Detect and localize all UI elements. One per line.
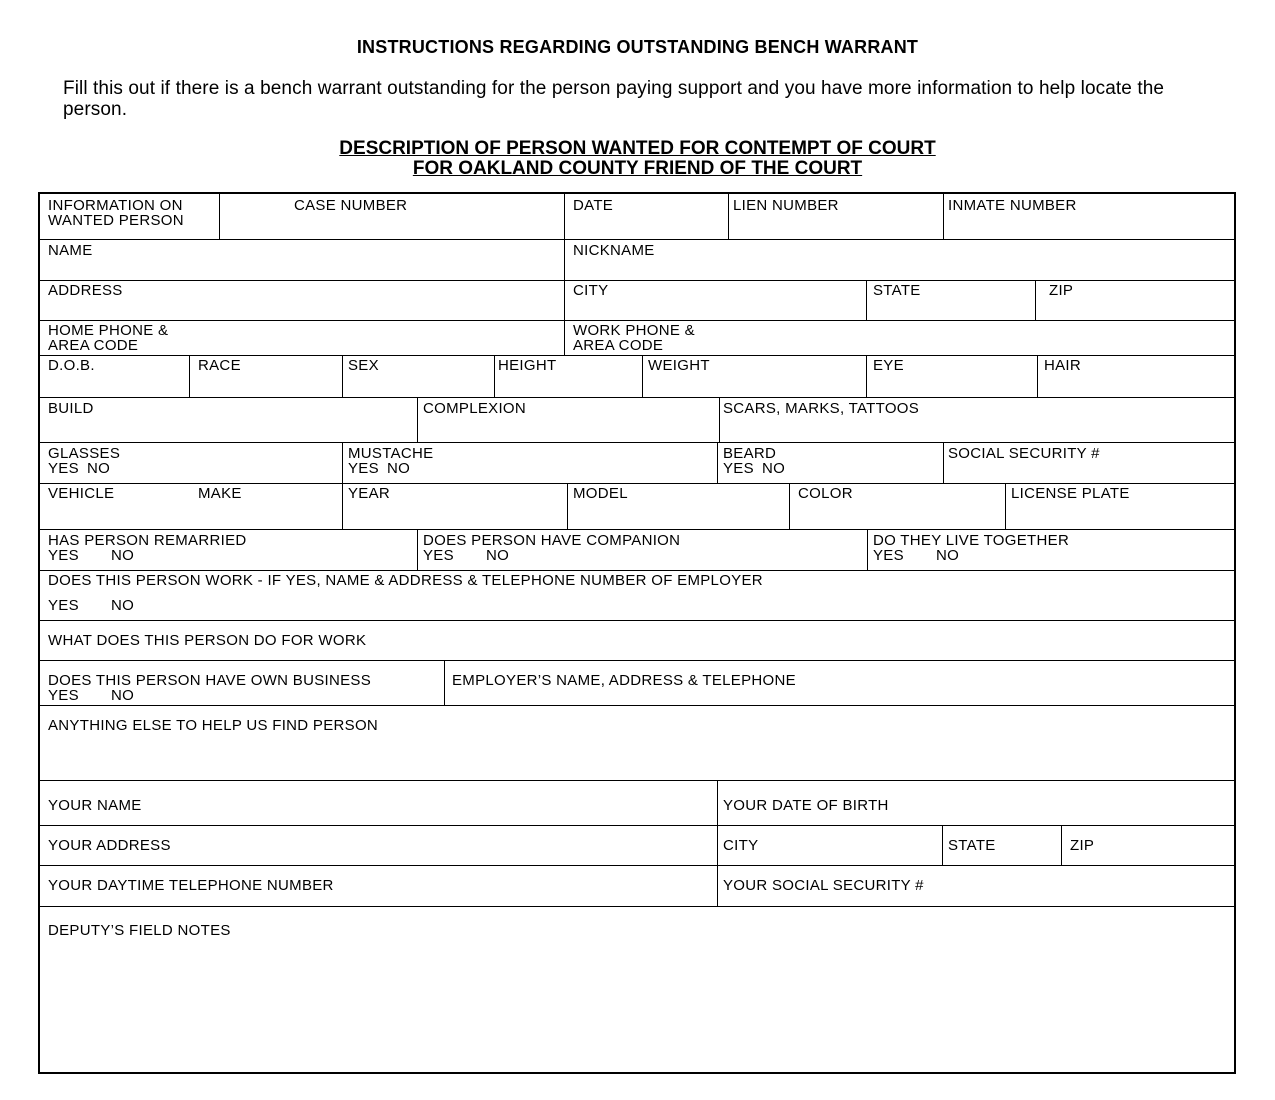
- work-yes-no[interactable]: [40, 598, 134, 613]
- complexion-field[interactable]: COMPLEXION: [423, 400, 527, 417]
- section-heading-line2: FOR OAKLAND COUNTY FRIEND OF THE COURT: [412, 158, 863, 179]
- glasses-field[interactable]: GLASSES YES NO: [48, 445, 121, 477]
- your-phone-field[interactable]: YOUR DAYTIME TELEPHONE NUMBER: [48, 877, 334, 894]
- anything-else-field[interactable]: ANYTHING ELSE TO HELP US FIND PERSON: [48, 717, 379, 734]
- build-field[interactable]: BUILD: [48, 400, 94, 417]
- nickname-field[interactable]: NICKNAME: [573, 242, 655, 259]
- mustache-field[interactable]: MUSTACHE YES NO: [348, 445, 434, 477]
- form-title: INSTRUCTIONS REGARDING OUTSTANDING BENCH WARRANT: [356, 37, 919, 57]
- dob-field[interactable]: D.O.B.: [48, 357, 95, 374]
- date-field[interactable]: DATE: [573, 197, 614, 214]
- lien-number-field[interactable]: LIEN NUMBER: [733, 197, 839, 214]
- work-employer-field[interactable]: DOES THIS PERSON WORK - IF YES, NAME & ADDRESS & TELEPHONE NUMBER OF EMPLOYER: [48, 572, 763, 589]
- city-field[interactable]: CITY: [573, 282, 609, 299]
- yes-option[interactable]: YES: [348, 460, 379, 477]
- row-divider: [40, 660, 1236, 661]
- your-zip-field[interactable]: ZIP: [1070, 837, 1095, 854]
- no-option[interactable]: NO: [87, 460, 111, 477]
- beard-field[interactable]: BEARD YES NO: [723, 445, 786, 477]
- case-number-field[interactable]: CASE NUMBER: [294, 197, 408, 214]
- row-divider: [40, 705, 1236, 706]
- row-divider: [40, 780, 1236, 781]
- eye-field[interactable]: EYE: [873, 357, 904, 374]
- address-field[interactable]: ADDRESS: [48, 282, 123, 299]
- warrant-form: [38, 192, 1236, 1074]
- hair-field[interactable]: HAIR: [1044, 357, 1082, 374]
- color-field[interactable]: COLOR: [798, 485, 853, 502]
- license-plate-field[interactable]: LICENSE PLATE: [1011, 485, 1130, 502]
- remarried-field[interactable]: HAS PERSON REMARRIED YES NO: [48, 532, 247, 564]
- row-divider: [40, 825, 1236, 826]
- height-field[interactable]: HEIGHT: [498, 357, 557, 374]
- deputy-notes-field[interactable]: DEPUTY’S FIELD NOTES: [48, 922, 231, 939]
- col-divider: [1035, 280, 1036, 320]
- home-phone-field[interactable]: HOME PHONE & AREA CODE: [48, 322, 169, 354]
- info-wanted-label: INFORMATION ON WANTED PERSON: [48, 197, 184, 229]
- vehicle-label: VEHICLE: [48, 485, 115, 502]
- row-divider: [40, 239, 1236, 240]
- yes-option[interactable]: YES: [48, 687, 79, 704]
- col-divider: [219, 194, 220, 239]
- row-divider: [40, 397, 1236, 398]
- live-together-field[interactable]: DO THEY LIVE TOGETHER YES NO: [873, 532, 1070, 564]
- sex-field[interactable]: SEX: [348, 357, 379, 374]
- model-field[interactable]: MODEL: [573, 485, 628, 502]
- ssn-field[interactable]: SOCIAL SECURITY #: [948, 445, 1100, 462]
- your-state-field[interactable]: STATE: [948, 837, 996, 854]
- name-field[interactable]: NAME: [48, 242, 93, 259]
- no-option[interactable]: NO: [486, 547, 510, 564]
- intro-text: Fill this out if there is a bench warrant outstanding for the person paying support and you have more information to help locate the person.: [63, 78, 1165, 120]
- your-city-field[interactable]: CITY: [723, 837, 759, 854]
- employer-info-field[interactable]: EMPLOYER’S NAME, ADDRESS & TELEPHONE: [452, 672, 796, 689]
- yes-option[interactable]: YES: [873, 547, 904, 564]
- row-divider: [40, 529, 1236, 530]
- inmate-number-field[interactable]: INMATE NUMBER: [948, 197, 1077, 214]
- yes-option[interactable]: YES: [423, 547, 454, 564]
- make-field[interactable]: MAKE: [198, 485, 242, 502]
- row-divider: [40, 442, 1236, 443]
- weight-field[interactable]: WEIGHT: [648, 357, 710, 374]
- work-phone-field[interactable]: WORK PHONE & AREA CODE: [573, 322, 695, 354]
- your-name-field[interactable]: YOUR NAME: [48, 797, 142, 814]
- yes-option[interactable]: YES: [48, 460, 79, 477]
- year-field[interactable]: YEAR: [348, 485, 391, 502]
- scars-field[interactable]: SCARS, MARKS, TATTOOS: [723, 400, 920, 417]
- yes-option[interactable]: YES: [48, 597, 79, 614]
- no-option[interactable]: NO: [387, 460, 411, 477]
- row-divider: [40, 483, 1236, 484]
- row-divider: [40, 570, 1236, 571]
- row-divider: [40, 280, 1236, 281]
- no-option[interactable]: NO: [111, 687, 135, 704]
- row-divider: [40, 906, 1236, 907]
- state-field[interactable]: STATE: [873, 282, 921, 299]
- own-business-field[interactable]: DOES THIS PERSON HAVE OWN BUSINESS YES NO: [48, 672, 372, 704]
- yes-option[interactable]: YES: [723, 460, 754, 477]
- row-divider: [40, 865, 1236, 866]
- your-ssn-field[interactable]: YOUR SOCIAL SECURITY #: [723, 877, 924, 894]
- no-option[interactable]: NO: [762, 460, 786, 477]
- companion-field[interactable]: DOES PERSON HAVE COMPANION YES NO: [423, 532, 681, 564]
- section-heading-line1: DESCRIPTION OF PERSON WANTED FOR CONTEMPT OF COURT: [339, 138, 936, 159]
- row-divider: [40, 320, 1236, 321]
- race-field[interactable]: RACE: [198, 357, 241, 374]
- no-option[interactable]: NO: [111, 597, 135, 614]
- zip-field[interactable]: ZIP: [1049, 282, 1074, 299]
- your-address-field[interactable]: YOUR ADDRESS: [48, 837, 171, 854]
- row-divider: [40, 620, 1236, 621]
- yes-option[interactable]: YES: [48, 547, 79, 564]
- no-option[interactable]: NO: [111, 547, 135, 564]
- row-divider: [40, 355, 1236, 356]
- your-dob-field[interactable]: YOUR DATE OF BIRTH: [723, 797, 889, 814]
- no-option[interactable]: NO: [936, 547, 960, 564]
- what-work-field[interactable]: WHAT DOES THIS PERSON DO FOR WORK: [48, 632, 367, 649]
